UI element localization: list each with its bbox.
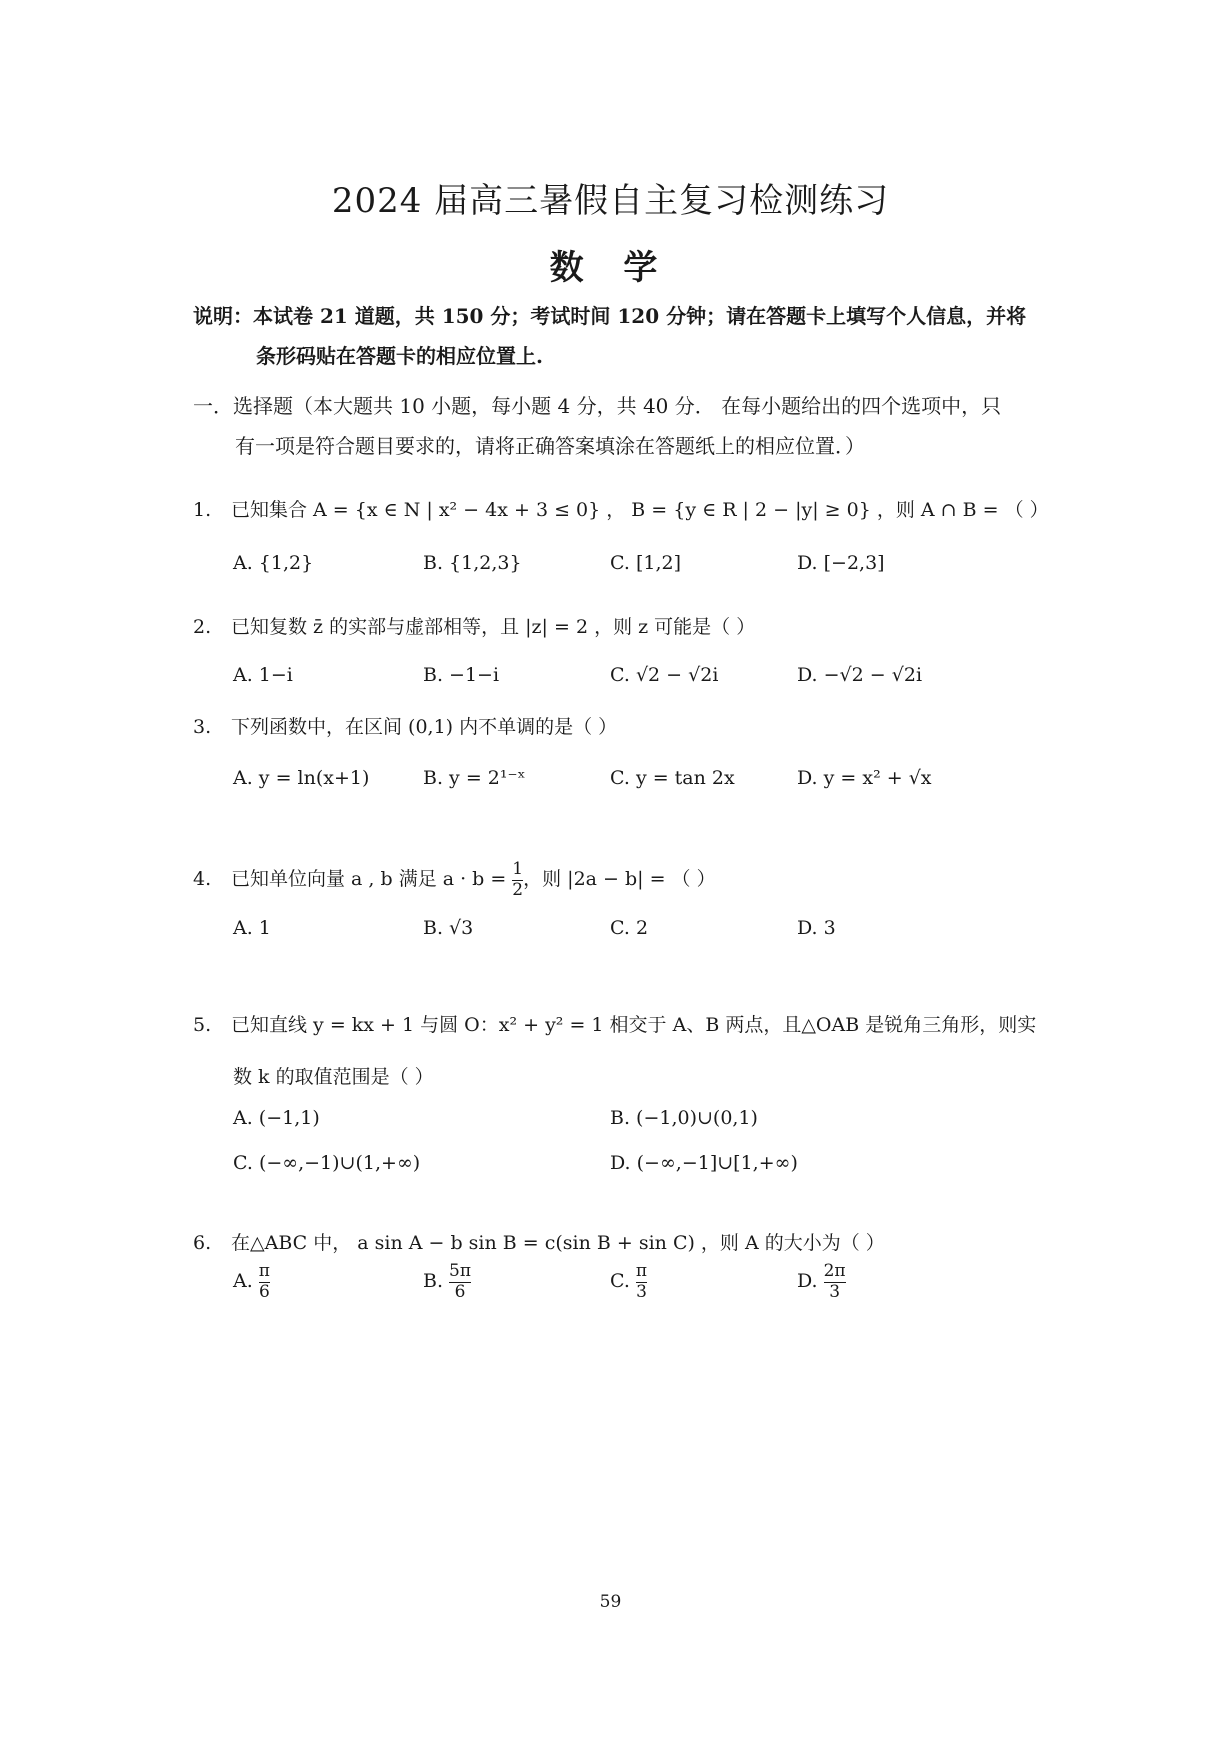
q6-option-c <box>610 1262 647 1302</box>
q4-option-c: C. 2 <box>610 917 649 939</box>
q2-option-c: C. √2 − √2i <box>610 664 719 686</box>
fraction <box>259 1262 270 1302</box>
q6-option-b <box>423 1262 471 1302</box>
fraction-denominator: 6 <box>454 1281 466 1302</box>
option-label: A. <box>233 1270 253 1293</box>
option-label: D. <box>797 1270 818 1293</box>
question-number: 4. <box>193 868 212 891</box>
instructions-line-2: 条形码贴在答题卡的相应位置上. <box>256 344 543 368</box>
question-6 <box>193 1228 885 1255</box>
fraction-numerator: π <box>258 1261 270 1281</box>
exam-title: 2024 届高三暑假自主复习检测练习 <box>331 181 890 221</box>
q6-option-a <box>233 1262 270 1302</box>
question-stem-part-2: ，则 |2a − b| = （ ） <box>523 868 716 891</box>
q5-option-c: C. (−∞,−1)∪(1,+∞) <box>233 1152 421 1174</box>
fraction-denominator: 2 <box>512 879 524 900</box>
section-heading-line-1: 一．选择题（本大题共 10 小题，每小题 4 分，共 40 分． 在每小题给出的四个选项中，只 <box>193 394 1002 418</box>
fraction-numerator: 5π <box>449 1261 472 1281</box>
q1-option-b: B. {1,2,3} <box>423 552 522 574</box>
option-label: C. <box>610 1270 630 1293</box>
question-5-line-2: 数 k 的取值范围是（ ） <box>233 1066 434 1088</box>
fraction <box>512 860 523 900</box>
q6-option-d <box>797 1262 846 1302</box>
q1-option-c: C. [1,2] <box>610 552 681 574</box>
q2-option-a: A. 1−i <box>233 664 293 686</box>
question-stem: 在△ABC 中， a sin A − b sin B = c(sin B + sin C) ，则 A 的大小为（ ） <box>231 1232 885 1254</box>
q4-option-a: A. 1 <box>233 917 271 939</box>
fraction-numerator: 1 <box>512 859 524 879</box>
fraction <box>636 1262 647 1302</box>
question-stem: 已知集合 A = {x ∈ N | x² − 4x + 3 ≤ 0} ， B = {y ∈ R | 2 − |y| ≥ 0} ，则 A ∩ B = （ ） <box>231 499 1049 521</box>
fraction <box>449 1262 471 1302</box>
question-stem: 下列函数中，在区间 (0,1) 内不单调的是（ ） <box>231 716 618 738</box>
q2-option-b: B. −1−i <box>423 664 500 686</box>
question-number: 5. <box>193 1014 212 1036</box>
q1-option-a: A. {1,2} <box>233 552 314 574</box>
q5-option-d: D. (−∞,−1]∪[1,+∞) <box>610 1152 798 1174</box>
subject-title: 数 学 <box>549 248 672 288</box>
question-4 <box>193 860 716 900</box>
question-number: 3. <box>193 716 212 738</box>
q5-option-b: B. (−1,0)∪(0,1) <box>610 1107 758 1129</box>
q2-option-d: D. −√2 − √2i <box>797 664 923 686</box>
fraction-denominator: 3 <box>636 1281 647 1302</box>
q1-option-d: D. [−2,3] <box>797 552 885 574</box>
fraction-numerator: π <box>635 1261 648 1281</box>
fraction-denominator: 3 <box>829 1281 841 1302</box>
q4-option-b: B. √3 <box>423 917 474 939</box>
option-label: B. <box>423 1270 444 1293</box>
question-stem: 已知直线 y = kx + 1 与圆 O：x² + y² = 1 相交于 A、B 两点，且△OAB 是锐角三角形，则实 <box>231 1014 1037 1036</box>
q3-option-d: D. y = x² + √x <box>797 767 932 789</box>
question-1 <box>193 495 1049 522</box>
q3-option-b: B. y = 2¹⁻ˣ <box>423 767 526 789</box>
q5-option-a: A. (−1,1) <box>233 1107 320 1129</box>
question-stem: 已知复数 z̄ 的实部与虚部相等，且 |z| = 2 ，则 z 可能是（ ） <box>231 616 756 638</box>
question-number: 2. <box>193 616 212 638</box>
fraction <box>824 1262 846 1302</box>
fraction-numerator: 2π <box>823 1261 846 1281</box>
question-number: 6. <box>193 1232 212 1254</box>
q4-option-d: D. 3 <box>797 917 836 939</box>
q3-option-c: C. y = tan 2x <box>610 767 735 789</box>
question-5 <box>193 1010 1036 1037</box>
page-number: 59 <box>599 1592 622 1612</box>
q3-option-a: A. y = ln(x+1) <box>233 767 370 789</box>
fraction-denominator: 6 <box>258 1281 270 1302</box>
instructions-line-1: 说明：本试卷 21 道题，共 150 分；考试时间 120 分钟；请在答题卡上填写个人信息，并将 <box>193 304 1027 328</box>
question-3 <box>193 712 617 739</box>
section-heading-line-2: 有一项是符合题目要求的，请将正确答案填涂在答题纸上的相应位置．） <box>235 434 865 458</box>
question-number: 1. <box>193 499 212 521</box>
question-2 <box>193 612 755 639</box>
question-stem-part-1: 已知单位向量 a , b 满足 a · b = <box>231 868 507 891</box>
